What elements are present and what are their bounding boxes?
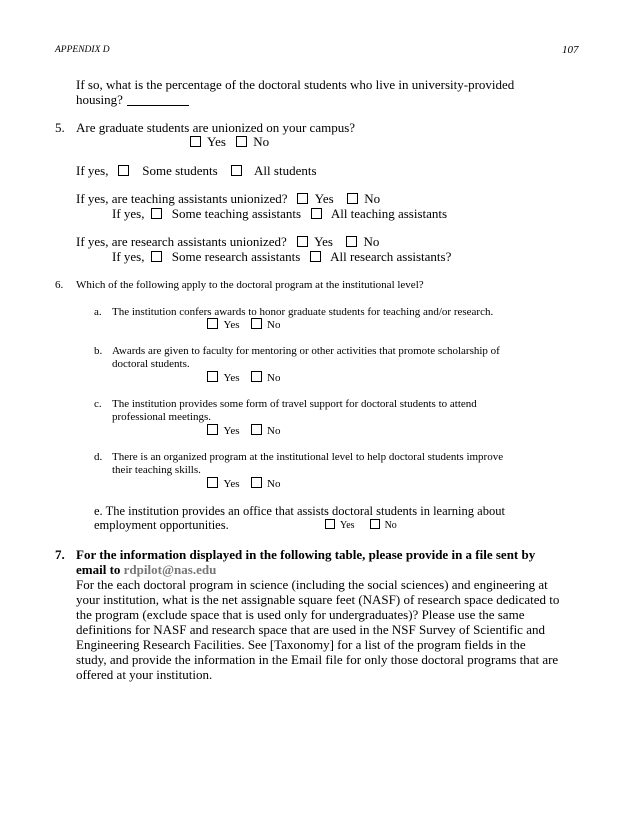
q7-bold-line-1: For the information displayed in the following table, please provide in a file sent by: [76, 547, 536, 562]
q6c-yes-checkbox[interactable]: [207, 424, 218, 435]
q7-para-line-1: For the each doctoral program in science (including the social sciences) and engineering at: [76, 577, 548, 592]
q7-bold-line-2: email to rdpilot@nas.edu: [76, 562, 217, 577]
q6d-no-checkbox[interactable]: [251, 477, 262, 488]
q6b-yes-no: Yes No: [207, 371, 280, 385]
q6a-no-checkbox[interactable]: [251, 318, 262, 329]
some-ra-checkbox[interactable]: [151, 251, 162, 262]
intro-line-2: housing?: [76, 92, 189, 107]
q7-para-line-7: offered at your institution.: [76, 667, 213, 682]
q7-para-line-2: your institution, what is the net assignable square feet (NASF) of research space dedicated to: [76, 592, 560, 607]
q7-para-line-5: Engineering Research Facilities. See [Taxonomy] for a list of the program fields in the: [76, 637, 526, 652]
q6e-yes-no: Yes No: [325, 519, 397, 532]
q6a-text: The institution confers awards to honor graduate students for teaching and/or research.: [112, 306, 494, 318]
some-students-checkbox[interactable]: [118, 165, 129, 176]
q5-yes-no: Yes No: [190, 134, 269, 149]
q7-para-line-3: the program (exclude space that is used only for undergraduates)? Please use the same: [76, 607, 525, 622]
running-header: APPENDIX D: [55, 45, 110, 55]
q6c-label: c.: [94, 398, 102, 410]
q7-para-line-6: study, and provide the information in the Email file for only those doctoral programs that are: [76, 652, 559, 667]
q6b-yes-checkbox[interactable]: [207, 371, 218, 382]
q6d-text-1: There is an organized program at the institutional level to help doctoral students improve: [112, 451, 504, 463]
q7-number: 7.: [55, 547, 65, 562]
all-students-checkbox[interactable]: [231, 165, 242, 176]
ta-question-row: If yes, are teaching assistants unionized? Yes No: [76, 191, 381, 206]
q6d-text-2: their teaching skills.: [112, 464, 201, 476]
q6d-yes-no: Yes No: [207, 477, 280, 491]
email-link[interactable]: rdpilot@nas.edu: [123, 562, 217, 577]
q6b-text-2: doctoral students.: [112, 358, 190, 370]
q6c-yes-no: Yes No: [207, 424, 280, 438]
ra-no-checkbox[interactable]: [346, 236, 357, 247]
q6c-text-2: professional meetings.: [112, 411, 211, 423]
page-number: 107: [562, 44, 579, 56]
q6a-yes-no: Yes No: [207, 318, 280, 332]
q6-number: 6.: [55, 279, 64, 291]
ra-yes-checkbox[interactable]: [297, 236, 308, 247]
ta-yes-checkbox[interactable]: [297, 193, 308, 204]
intro-line-1: If so, what is the percentage of the doctoral students who live in university-provided: [76, 77, 515, 92]
q6e-no-checkbox[interactable]: [370, 519, 380, 529]
q6c-no-checkbox[interactable]: [251, 424, 262, 435]
q6-question: Which of the following apply to the doctoral program at the institutional level?: [76, 279, 424, 291]
housing-percentage-blank[interactable]: [127, 94, 189, 106]
q6b-text-1: Awards are given to faculty for mentoring or other activities that promote scholarship of: [112, 345, 500, 357]
q6a-yes-checkbox[interactable]: [207, 318, 218, 329]
q6c-text-1: The institution provides some form of travel support for doctoral students to attend: [112, 398, 477, 410]
q5-no-checkbox[interactable]: [236, 136, 247, 147]
q5-ifyes-row: If yes, Some students All students: [76, 163, 317, 178]
ta-no-checkbox[interactable]: [347, 193, 358, 204]
q6e-text-1: e. The institution provides an office that assists doctoral students in learning about: [94, 504, 505, 518]
ta-ifyes-row: If yes, Some teaching assistants All teaching assistants: [112, 206, 448, 221]
q6b-no-checkbox[interactable]: [251, 371, 262, 382]
all-ta-checkbox[interactable]: [311, 208, 322, 219]
q6b-label: b.: [94, 345, 103, 357]
q6d-yes-checkbox[interactable]: [207, 477, 218, 488]
q5-number: 5.: [55, 120, 65, 135]
q7-para-line-4: definitions for NASF and research space that are used in the NSF Survey of Scientific and: [76, 622, 545, 637]
q6d-label: d.: [94, 451, 103, 463]
ra-ifyes-row: If yes, Some research assistants All research assistants?: [112, 249, 452, 264]
q6e-yes-checkbox[interactable]: [325, 519, 335, 529]
some-ta-checkbox[interactable]: [151, 208, 162, 219]
ra-question-row: If yes, are research assistants unionized? Yes No: [76, 234, 380, 249]
all-ra-checkbox[interactable]: [310, 251, 321, 262]
q5-yes-checkbox[interactable]: [190, 136, 201, 147]
q5-question: Are graduate students are unionized on your campus?: [76, 120, 356, 135]
q6a-label: a.: [94, 306, 102, 318]
q6e-text-2: employment opportunities.: [94, 518, 229, 532]
